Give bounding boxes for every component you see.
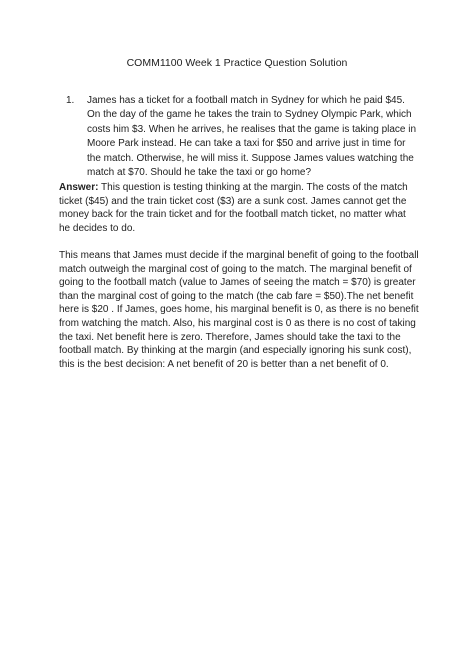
document-title: COMM1100 Week 1 Practice Question Solution <box>126 57 348 69</box>
question-number: 1. <box>66 95 75 106</box>
answer-paragraph-1 <box>59 181 419 235</box>
question-text: James has a ticket for a football match in Sydney for which he paid $45. On the day of the game he takes the train to Sydney Olympic Park, which costs him $3. When he arrives, he realises that the game is taking place in Moore Park instead. He can take a taxi for $50 and arrive just in time for the match. Otherwise, he will miss it. Suppose James values watching the match at $70. Should he take the taxi or go home? <box>87 95 417 179</box>
answer-section <box>59 181 419 371</box>
answer-paragraph-1-text: This question is testing thinking at the margin. The costs of the match ticket ($45) and the train ticket cost ($3) are a sunk cost. James cannot get the money back for the train ticket and for the football match ticket, no matter what he decides to do. <box>59 182 408 234</box>
question-item <box>68 94 418 180</box>
answer-label: Answer: <box>59 182 99 193</box>
answer-paragraph-2: This means that James must decide if the marginal benefit of going to the football match outweigh the marginal cost of going to the match. The marginal benefit of going to the football match (value to James of seeing the match = $70) is greater than the marginal cost of going to the match (the cab fare = $50).The net benefit here is $20 . If James, goes home, his marginal benefit is 0, as there is no benefit from watching the match. Also, his marginal cost is 0 as there is no cost of taking the taxi. Net benefit here is zero. Therefore, James should take the taxi to the football match. By thinking at the margin (and especially ignoring his sunk cost), this is the best decision: A net benefit of 20 is better than a net benefit of 0. <box>59 249 419 370</box>
